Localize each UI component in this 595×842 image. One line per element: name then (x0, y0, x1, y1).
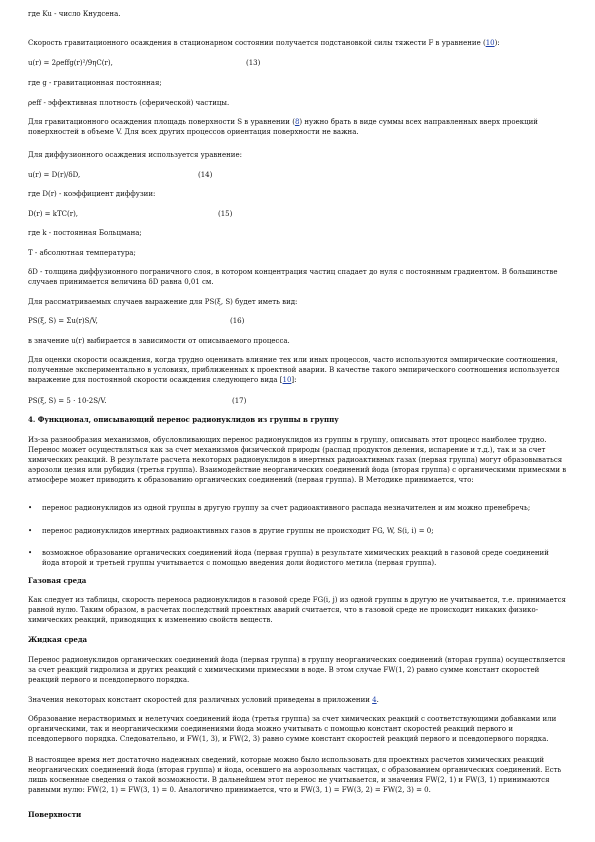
text-line: Значения некоторых констант скоростей для различных условий приведены в приложении 4. (28, 696, 379, 704)
bullet-icon: • (28, 549, 33, 557)
paragraph-empirical: Для оценки скорости осаждения, когда трудно оценивать влияние тех или иных процессов, часто используются эмпирические соотношения, полученные экспериментально в условиях, приближенных к проектной аварии. В качестве такого эмпирического соотношения используется выражение для постоянной скорости осаждения следующего вида [10]: (28, 356, 560, 384)
list-item-text: возможное образование органических соединений йода (первая группа) в результате химических реакций в газовой среде соединений йода второй и третьей группы учитывается с помощью введения доли йодистого метила (первая группа). (42, 549, 549, 567)
paragraph-intro: Из-за разнообразия механизмов, обусловливающих перенос радионуклидов из группы в группу, описывать этот процесс наиболее трудно. Перенос может осуществляться как за счет механизмов физической природы (распад продуктов деления, испарение и т.д.), так и за счет химических реакций. В результате расчета некоторых радионуклидов в инертных радиоактивных газах (первая группа) могут образовываться аэрозоли цезия или рубидия (третья группа). Взаимодействие неорганических соединений йода (вторая группа) с органическими примесями в атмосфере может приводить к образованию органических соединений (первая группа). В Методике принимается, что: (28, 436, 567, 484)
equation-formula: u(r) = 2ρeffg(r)²/9ηC(r), (28, 59, 113, 67)
paragraph-gravitational: Скорость гравитационного осаждения в стационарном состоянии получается подстановкой силы тяжести F в уравнение (10): (28, 39, 500, 47)
equation-formula: D(r) = kTC(r), (28, 210, 79, 218)
text-line: где D(r) - коэффициент диффузии: (28, 190, 156, 198)
text-line: где g - гравитационная постоянная; (28, 79, 162, 87)
text-line: ρeff - эффективная плотность (сферической) частицы. (28, 99, 230, 107)
list-item-text: перенос радионуклидов из одной группы в другую группу за счет радиоактивного распада незначителен и им можно пренебречь; (42, 504, 531, 512)
list-item-text: перенос радионуклидов инертных радиоактивных газов в другие группы не происходит FG, W, S(i, i) = 0; (42, 527, 434, 535)
equation-number: (16) (230, 317, 245, 325)
equation-14 (28, 170, 568, 180)
equation-formula: u(r) = D(r)/δD, (28, 171, 81, 179)
equation-link[interactable]: 8 (294, 118, 300, 126)
equation-17 (28, 396, 568, 406)
text-line: T - абсолютная температура; (28, 249, 136, 257)
equation-link[interactable]: 10 (485, 39, 495, 47)
equation-number: (15) (218, 210, 233, 218)
paragraph-gas: Как следует из таблицы, скорость переноса радионуклидов в газовой среде FG(i, j) из одной группы в другую не учитывается, т.е. принимается равной нулю. Таким образом, в расчетах последствий проектных аварий считается, что в газовой среде не происходит никаких физико-химических реакций, приводящих к изменению свойств веществ. (28, 596, 566, 624)
text-line: где Ku - число Кнудсена. (28, 10, 121, 18)
equation-formula: PS(ξ, S) = 5 · 10-2S/V. (28, 397, 107, 405)
bullet-icon: • (28, 527, 33, 535)
appendix-link[interactable]: 4 (372, 696, 377, 704)
reference-link[interactable]: 10 (282, 376, 292, 384)
equation-number: (17) (232, 397, 247, 405)
equation-16 (28, 316, 568, 326)
equation-number: (14) (198, 171, 213, 179)
text-line: в значение u(r) выбирается в зависимости от описываемого процесса. (28, 337, 290, 345)
bullet-icon: • (28, 504, 33, 512)
subsection-heading-liquid: Жидкая среда (28, 635, 88, 644)
equation-number: (13) (246, 59, 261, 67)
paragraph-formation: Образование нерастворимых и нелетучих соединений йода (третья группа) за счет химических реакций с соответствующими добавками или органическими, так и неорганическими соединениями йода можно учитывать с помощью констант скоростей реакций первого и псевдопервого порядка. Следовательно, и FW(1, 3), и FW(2, 3) равно сумме констант скоростей реакций первого и псевдопервого порядка. (28, 715, 557, 743)
paragraph-current: В настоящее время нет достаточно надежных сведений, которые можно было использовать для проектных расчетов химических реакций неорганических соединений йода (вторая группа) и йода, осевшего на аэрозольных частицах, с образованием органических соединений. Есть лишь косвенные сведения о такой возможности. В дальнейшем этот перенос не учитывается, и значения FW(2, 1) и FW(3, 1) принимаются равными нулю: FW(2, 1) = FW(3, 1) = 0. Аналогично принимается, что и FW(3, 1) = FW(3, 2) = FW(2, 3) = 0. (28, 756, 562, 794)
equation-15 (28, 209, 568, 219)
paragraph-boundary-layer: δD - толщина диффузионного пограничного слоя, в котором концентрация частиц спадает до нуля с постоянным градиентом. В большинстве случаев принимается величина δD равна 0,01 см. (28, 268, 558, 286)
section-heading: 4. Функционал, описывающий перенос радионуклидов из группы в группу (28, 415, 339, 424)
equation-formula: PS(ξ, S) = Σu(r)S/V, (28, 317, 98, 325)
paragraph-surface-area: Для гравитационного осаждения площадь поверхности S в уравнении (8) нужно брать в виде суммы всех направленных вверх проекций поверхностей в объеме V. Для всех других процессов ориентация поверхности не важна. (28, 118, 538, 136)
subsection-heading-surfaces: Поверхности (28, 810, 82, 819)
equation-13 (28, 58, 568, 68)
text-line: Для диффузионного осаждения используется уравнение: (28, 151, 242, 159)
text-line: где k - постоянная Больцмана; (28, 229, 142, 237)
text-line: Для рассматриваемых случаев выражение для PS(ξ, S) будет иметь вид: (28, 298, 298, 306)
paragraph-liquid: Перенос радионуклидов органических соединений йода (первая группа) в группу неорганических соединений (вторая группа) осуществляется за счет реакций гидролиза и других реакций с химическими примесями в воде. В этом случае FW(1, 2) равно сумме констант скоростей реакций первого и псевдопервого порядка. (28, 656, 566, 684)
subsection-heading-gas: Газовая среда (28, 576, 87, 585)
